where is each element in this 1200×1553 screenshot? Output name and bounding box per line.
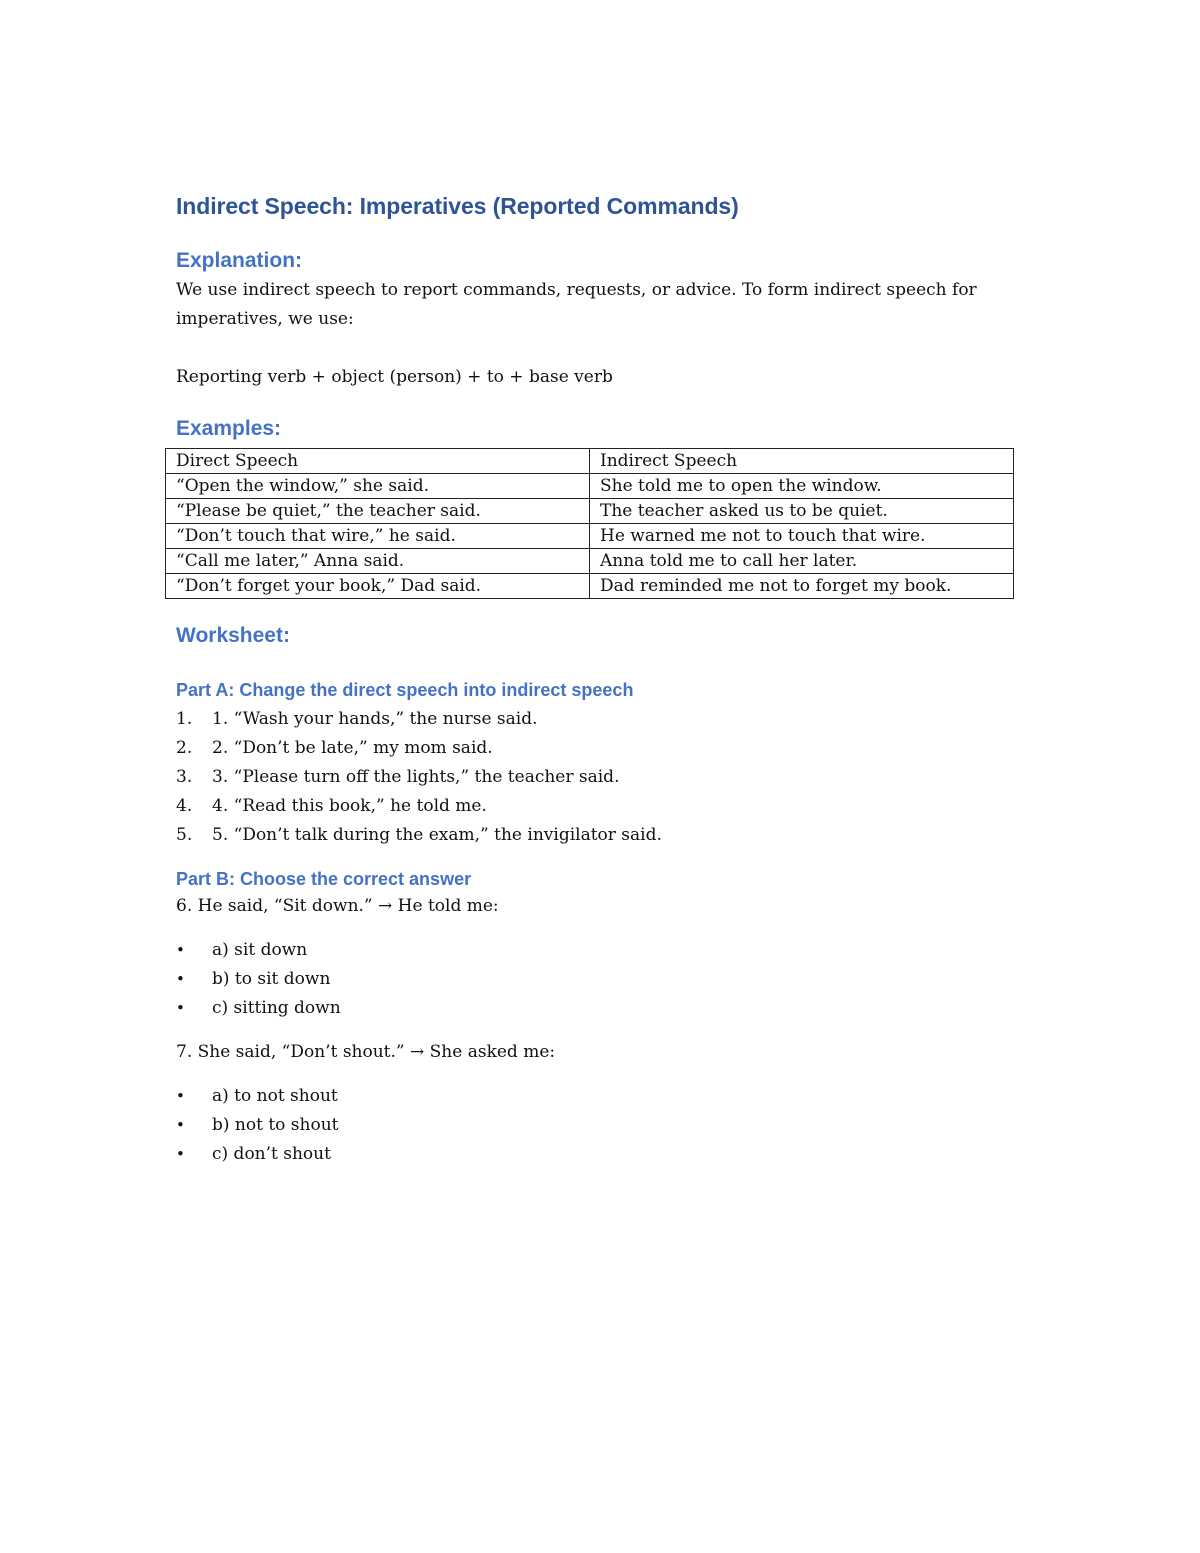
table-row: [166, 524, 1014, 549]
table-header-cell: Indirect Speech: [590, 449, 1014, 474]
examples-heading: Examples:: [176, 417, 282, 440]
bullet-icon: •: [176, 1145, 185, 1163]
table-row: [166, 574, 1014, 599]
table-row: [166, 499, 1014, 524]
list-item: [176, 821, 1016, 850]
question-7: 7. She said, “Don’t shout.” → She asked me:: [176, 1042, 556, 1062]
worksheet-heading: Worksheet:: [176, 624, 290, 647]
bullet-icon: •: [176, 999, 185, 1017]
option-text: a) sit down: [212, 940, 308, 960]
list-number: 3.: [176, 767, 193, 787]
list-item-text: 1. “Wash your hands,” the nurse said.: [212, 709, 538, 729]
table-header-cell: Direct Speech: [166, 449, 590, 474]
table-cell: He warned me not to touch that wire.: [590, 524, 1014, 549]
bullet-icon: •: [176, 1116, 185, 1134]
table-row: [166, 474, 1014, 499]
list-item-text: 3. “Please turn off the lights,” the teacher said.: [212, 767, 620, 787]
option-text: c) sitting down: [212, 998, 341, 1018]
list-item-text: 2. “Don’t be late,” my mom said.: [212, 738, 493, 758]
list-item: [176, 705, 1016, 734]
option-text: b) not to shout: [212, 1115, 339, 1135]
table-cell: “Don’t forget your book,” Dad said.: [166, 574, 590, 599]
table-cell: She told me to open the window.: [590, 474, 1014, 499]
bullet-icon: •: [176, 941, 185, 959]
list-item: [176, 763, 1016, 792]
list-item: [176, 734, 1016, 763]
list-item-text: 5. “Don’t talk during the exam,” the invigilator said.: [212, 825, 662, 845]
list-number: 1.: [176, 709, 193, 729]
list-number: 2.: [176, 738, 193, 758]
table-cell: “Open the window,” she said.: [166, 474, 590, 499]
list-item: [176, 792, 1016, 821]
option-text: b) to sit down: [212, 969, 331, 989]
document-page: [176, 190, 1016, 1169]
bullet-icon: •: [176, 970, 185, 988]
option-text: c) don’t shout: [212, 1144, 331, 1164]
table-cell: “Call me later,” Anna said.: [166, 549, 590, 574]
document-title: Indirect Speech: Imperatives (Reported Commands): [176, 193, 739, 219]
part-a-heading: Part A: Change the direct speech into indirect speech: [176, 680, 634, 700]
option-item: [176, 994, 1016, 1023]
table-cell: “Please be quiet,” the teacher said.: [166, 499, 590, 524]
table-cell: The teacher asked us to be quiet.: [590, 499, 1014, 524]
list-number: 5.: [176, 825, 193, 845]
list-item-text: 4. “Read this book,” he told me.: [212, 796, 487, 816]
table-row: [166, 549, 1014, 574]
explanation-text: We use indirect speech to report commands, requests, or advice. To form indirect speech for imperatives, we use:: [176, 280, 977, 329]
question-7-options: [176, 1082, 1016, 1169]
part-a-list: [176, 705, 1016, 850]
list-number: 4.: [176, 796, 193, 816]
option-item: [176, 1111, 1016, 1140]
formula-text: Reporting verb + object (person) + to + base verb: [176, 367, 613, 387]
part-b-heading: Part B: Choose the correct answer: [176, 869, 472, 889]
option-item: [176, 965, 1016, 994]
explanation-heading: Explanation:: [176, 249, 303, 272]
table-cell: Dad reminded me not to forget my book.: [590, 574, 1014, 599]
option-item: [176, 936, 1016, 965]
option-text: a) to not shout: [212, 1086, 338, 1106]
table-cell: Anna told me to call her later.: [590, 549, 1014, 574]
examples-table: [165, 448, 1014, 599]
option-item: [176, 1082, 1016, 1111]
option-item: [176, 1140, 1016, 1169]
bullet-icon: •: [176, 1087, 185, 1105]
table-cell: “Don’t touch that wire,” he said.: [166, 524, 590, 549]
question-6: 6. He said, “Sit down.” → He told me:: [176, 896, 499, 916]
table-header-row: [166, 449, 1014, 474]
question-6-options: [176, 936, 1016, 1023]
